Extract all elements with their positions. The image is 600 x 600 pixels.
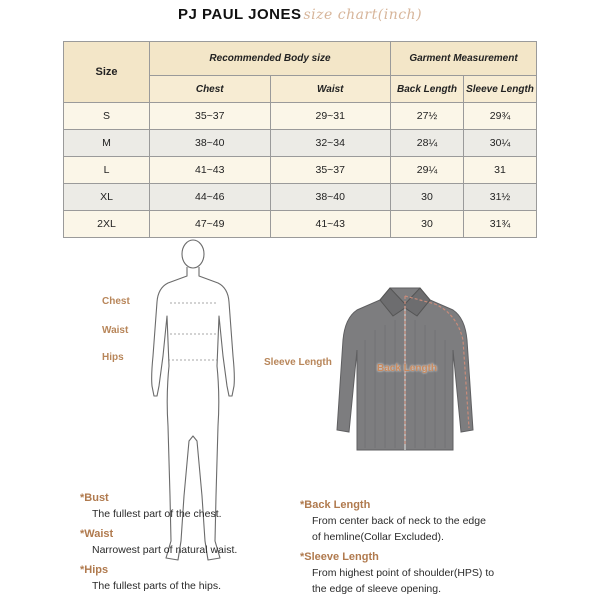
- table-row: [64, 211, 537, 238]
- table-row: [64, 157, 537, 184]
- waist-cell: 35~37: [270, 157, 391, 184]
- chest-column-header: Chest: [150, 76, 271, 103]
- table-row: [64, 184, 537, 211]
- back-length-cell: 30: [391, 184, 464, 211]
- back-length-desc-line2: of hemline(Collar Excluded).: [312, 531, 444, 543]
- brand-title: [0, 6, 600, 28]
- sleeve-length-cell: 31½: [464, 184, 537, 211]
- garment-group-header: Garment Measurement: [391, 42, 537, 76]
- size-cell: 2XL: [64, 211, 150, 238]
- hips-label: Hips: [102, 352, 124, 363]
- waist-cell: 29~31: [270, 103, 391, 130]
- size-cell: S: [64, 103, 150, 130]
- hips-desc: The fullest parts of the hips.: [92, 580, 221, 592]
- sleeve-length-cell: 30¼: [464, 130, 537, 157]
- sleeve-length-cell: 31¾: [464, 211, 537, 238]
- brand-script-subtitle: size chart(inch): [303, 7, 423, 23]
- back-length-label: Back Length: [377, 363, 438, 374]
- brand-name: PJ PAUL JONES: [177, 6, 302, 23]
- waist-label: Waist: [102, 325, 129, 336]
- sleeve-length-column-header: Sleeve Length: [464, 76, 537, 103]
- chest-cell: 41~43: [150, 157, 271, 184]
- back-length-cell: 30: [391, 211, 464, 238]
- back-length-column-header: Back Length: [391, 76, 464, 103]
- sleeve-length-cell: 31: [464, 157, 537, 184]
- definition-hips: *Hips The fullest parts of the hips.: [80, 562, 290, 594]
- chest-cell: 38~40: [150, 130, 271, 157]
- table-row: [64, 130, 537, 157]
- definition-back-length: *Back Length From center back of neck to the edge of hemline(Collar Excluded).: [300, 497, 550, 545]
- size-chart-table: [63, 41, 537, 238]
- size-cell: L: [64, 157, 150, 184]
- chest-cell: 47~49: [150, 211, 271, 238]
- size-header: Size: [64, 42, 150, 103]
- sleeve-length-desc-line2: the edge of sleeve opening.: [312, 583, 442, 595]
- back-length-cell: 28¼: [391, 130, 464, 157]
- sleeve-length-cell: 29¾: [464, 103, 537, 130]
- table-row: [64, 103, 537, 130]
- hips-term: Hips: [84, 564, 109, 576]
- size-cell: M: [64, 130, 150, 157]
- bust-term: Bust: [84, 492, 109, 504]
- back-length-term: Back Length: [304, 499, 371, 511]
- bust-desc: The fullest part of the chest.: [92, 508, 222, 520]
- waist-term: Waist: [84, 528, 114, 540]
- back-length-desc-line1: From center back of neck to the edge: [312, 515, 486, 527]
- waist-desc: Narrowest part of natural waist.: [92, 544, 238, 556]
- size-cell: XL: [64, 184, 150, 211]
- sleeve-length-desc-line1: From highest point of shoulder(HPS) to: [312, 567, 495, 579]
- definitions-left: [80, 490, 290, 594]
- definition-sleeve-length: *Sleeve Length From highest point of shoulder(HPS) to the edge of sleeve opening.: [300, 549, 550, 597]
- sleeve-length-term: Sleeve Length: [304, 551, 379, 563]
- waist-cell: 32~34: [270, 130, 391, 157]
- definition-waist: *Waist Narrowest part of natural waist.: [80, 526, 290, 558]
- definitions-right: [300, 497, 550, 597]
- back-length-cell: 29¼: [391, 157, 464, 184]
- definition-bust: *Bust The fullest part of the chest.: [80, 490, 290, 522]
- sleeve-length-label: Sleeve Length: [264, 357, 332, 368]
- waist-column-header: Waist: [270, 76, 391, 103]
- waist-cell: 38~40: [270, 184, 391, 211]
- back-length-cell: 27½: [391, 103, 464, 130]
- chest-cell: 44~46: [150, 184, 271, 211]
- waist-cell: 41~43: [270, 211, 391, 238]
- chest-label: Chest: [102, 296, 130, 307]
- body-size-group-header: Recommended Body size: [150, 42, 391, 76]
- chest-cell: 35~37: [150, 103, 271, 130]
